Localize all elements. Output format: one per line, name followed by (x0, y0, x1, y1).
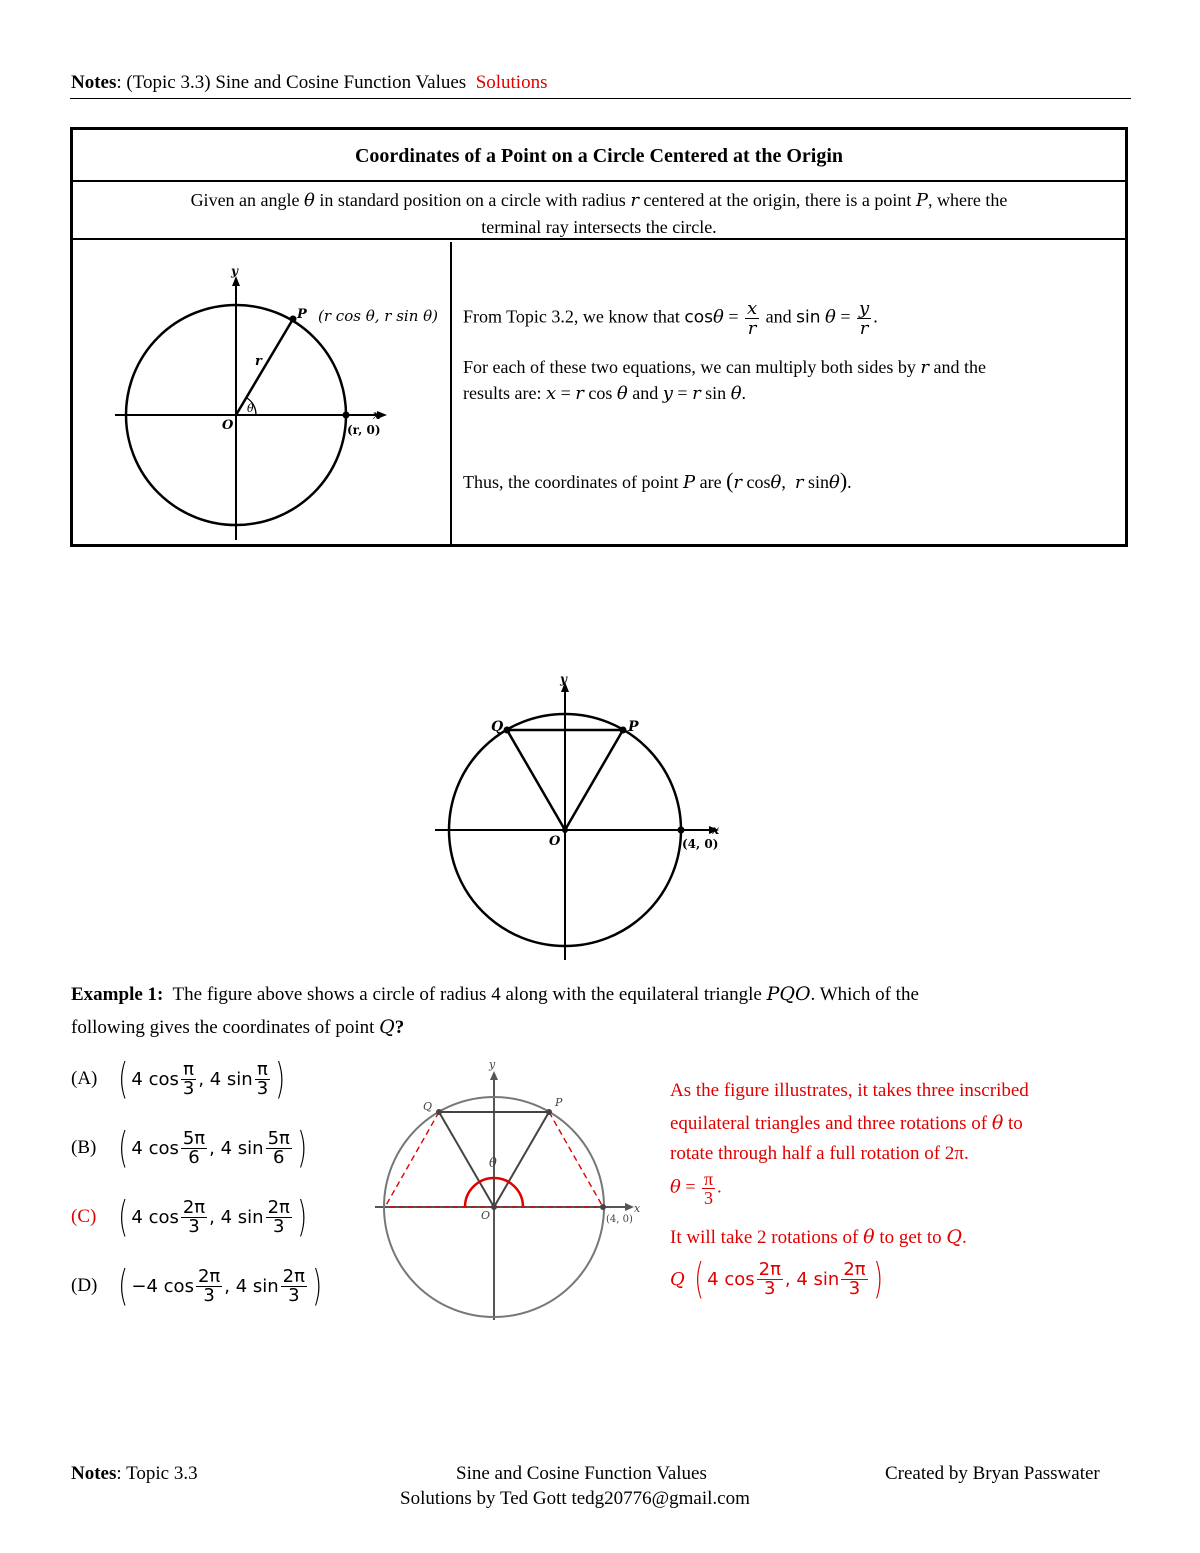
choice-num-1: 2π (182, 1196, 206, 1218)
box-divider (450, 242, 452, 544)
point-p (620, 727, 627, 734)
l3and: and (632, 383, 659, 403)
sol5b: to get to (879, 1227, 942, 1248)
y-arrow (490, 1071, 498, 1080)
choice-den-2: 3 (272, 1215, 285, 1237)
desc-c: centered at the origin, there is a point (643, 190, 912, 210)
desc-b: in standard position on a circle with radius (319, 190, 626, 210)
p-label: P (628, 719, 639, 735)
solution-line-1: As the figure illustrates, it takes three inscribed (670, 1080, 1029, 1101)
choice-num-1: π (181, 1061, 196, 1080)
example-text-c: following gives the coordinates of point (71, 1017, 375, 1038)
point-p (546, 1109, 552, 1115)
choice-num-2: 2π (282, 1265, 305, 1287)
desc-d: , where the (927, 190, 1008, 210)
ans-d1: 3 (764, 1277, 776, 1299)
y-label: y (231, 264, 238, 278)
choice-den-1: 3 (182, 1077, 195, 1099)
point-p (290, 316, 297, 323)
axis-point-label: (4, 0) (682, 837, 719, 851)
choice-label: (D) (71, 1275, 98, 1296)
choice-sign: − (131, 1275, 147, 1297)
answer-choice[interactable]: (C) ( 4 cos $\frac{2\pi}{3}$ , 4 sin $\frac{2\pi}{3}$ ) (71, 1192, 307, 1241)
theta-d: 3 (704, 1188, 714, 1208)
red-dash-right (549, 1112, 603, 1207)
q-label: Q (423, 1100, 433, 1113)
footer-topic: : Topic 3.3 (116, 1463, 198, 1484)
p-label: P (297, 307, 307, 322)
point-40 (678, 827, 685, 834)
solution-line-2: equilateral triangles and three rotations of θ to (670, 1112, 1023, 1134)
point-o (562, 827, 568, 833)
choice-num-2: 2π (267, 1196, 290, 1218)
choice-den-2: 3 (288, 1284, 300, 1306)
radius-line (236, 319, 293, 415)
axis-point-label: (4, 0) (606, 1214, 633, 1225)
x-label: x (373, 408, 381, 422)
origin-label: O (549, 834, 561, 849)
page-header (71, 72, 548, 94)
choice-num-1: 2π (197, 1265, 221, 1287)
footer-credit: Created by Bryan Passwater (885, 1463, 1100, 1484)
ans-d2: 3 (848, 1277, 861, 1299)
footer-notes: Notes (71, 1463, 117, 1484)
r-label: r (255, 354, 262, 369)
answer-choice[interactable]: (D) ( − 4 cos $\frac{2\pi}{3}$ , 4 sin $\frac{2\pi}{3}$ ) (71, 1261, 323, 1310)
solution-line-5: It will take 2 rotations of θ to get to Q. (670, 1226, 967, 1248)
answer-choice[interactable]: (A) ( 4 cos $\frac{\pi}{3}$ , 4 sin $\frac{\pi}{3}$ ) (71, 1054, 286, 1103)
point-o (491, 1204, 497, 1210)
choice-den-1: 3 (188, 1215, 200, 1237)
point-40 (600, 1204, 606, 1210)
theta-n: π (704, 1169, 714, 1189)
derivation-line-3: results are: x = r cos θ and y = r sin θ. (463, 383, 747, 404)
sol2b: to (1008, 1113, 1023, 1134)
point-q (504, 727, 511, 734)
ans-n2: 2π (843, 1258, 866, 1280)
choice-den-2: 6 (272, 1146, 285, 1168)
sol2a: equilateral triangles and three rotations of (670, 1113, 988, 1134)
y-label: y (489, 1058, 496, 1071)
origin-label: O (481, 1209, 491, 1222)
red-dash-left (385, 1112, 439, 1207)
p-coords: (r cos θ, r sin θ) (318, 307, 438, 325)
l2b: and the (933, 357, 987, 377)
example-line-1 (71, 983, 919, 1006)
ans-n1: 2π (758, 1258, 781, 1280)
footer-left (71, 1463, 198, 1485)
l4a: Thus, the coordinates of point (463, 472, 679, 492)
header-solutions: Solutions (475, 72, 548, 93)
example-line-2 (71, 1016, 404, 1039)
definition-description: Given an angle θ in standard position on a circle with radius r centered at the origin, there is a point P, where the terminal ray intersects the circle. (73, 182, 1125, 240)
header-topic: : (Topic 3.3) Sine and Cosine Function Values (116, 72, 467, 93)
definition-title: Coordinates of a Point on a Circle Centered at the Origin (73, 130, 1125, 182)
choice-num-2: π (255, 1061, 270, 1080)
x-label: x (634, 1202, 641, 1215)
choice-num-1: 5π (182, 1127, 206, 1149)
unit-circle-figure (105, 262, 438, 542)
l2a: For each of these two equations, we can multiply both sides by (463, 357, 916, 377)
footer-center: Sine and Cosine Function Values (456, 1463, 707, 1484)
q-label: Q (491, 719, 504, 735)
desc-a: Given an angle (190, 190, 300, 210)
l4b: are (699, 472, 722, 492)
header-rule (70, 98, 1131, 99)
origin-label: O (222, 418, 234, 433)
example-text-b: . Which of the (810, 984, 919, 1005)
solution-answer: Q ( 4 cos $\frac{2\pi}{3}$ , 4 sin $\frac{2\pi}{3}$ ) (670, 1254, 883, 1303)
example-point: Q (379, 1016, 395, 1038)
choice-den-2: 3 (256, 1077, 269, 1099)
choice-den-1: 3 (203, 1284, 215, 1306)
example-label: Example 1: (71, 984, 164, 1005)
footer-solutions-by: Solutions by Ted Gott tedg20776@gmail.com (400, 1488, 750, 1509)
choice-label: (C) (71, 1206, 97, 1227)
l1a: From Topic 3.2, we know that (463, 306, 680, 327)
x-label: x (712, 823, 720, 837)
header-notes-label: Notes (71, 72, 117, 93)
choice-den-1: 6 (188, 1146, 200, 1168)
sol5a: It will take 2 rotations of (670, 1227, 859, 1248)
example-qmark: ? (394, 1017, 405, 1038)
choice-label: (A) (71, 1068, 98, 1089)
point-q (436, 1109, 442, 1115)
triangle-figure (430, 672, 730, 962)
x-arrow (625, 1203, 634, 1211)
theta-label: θ (489, 1156, 497, 1171)
r0-label: (r, 0) (347, 423, 381, 437)
derivation-line-4: Thus, the coordinates of point P are (r cosθ, r sinθ). (463, 468, 852, 493)
theta-label: θ (247, 402, 254, 415)
choice-num-2: 5π (267, 1127, 290, 1149)
derivation-line-2: For each of these two equations, we can multiply both sides by r and the (463, 357, 987, 378)
derivation-line-1: From Topic 3.2, we know that cosθ = $\frac{x}{r}$ and sin θ = $\frac{y}{r}$ . (463, 298, 878, 339)
triangle-name: PQO (766, 983, 811, 1005)
solution-line-3: rotate through half a full rotation of 2π. (670, 1143, 969, 1164)
desc-e: terminal ray intersects the circle. (481, 217, 717, 237)
choice-label: (B) (71, 1137, 97, 1158)
answer-choice[interactable]: (B) ( 4 cos $\frac{5\pi}{6}$ , 4 sin $\frac{5\pi}{6}$ ) (71, 1123, 307, 1172)
l1and: and (765, 306, 792, 327)
solution-theta-eq: θ = $\frac{\pi}{3}$ . (670, 1169, 722, 1208)
point-r0 (343, 412, 350, 419)
p-label: P (555, 1096, 563, 1109)
example-text-a: The figure above shows a circle of radius 4 along with the equilateral triangle (172, 984, 762, 1005)
y-label: y (560, 672, 567, 686)
rotation-figure (370, 1055, 650, 1325)
l3a: results are: (463, 383, 542, 403)
